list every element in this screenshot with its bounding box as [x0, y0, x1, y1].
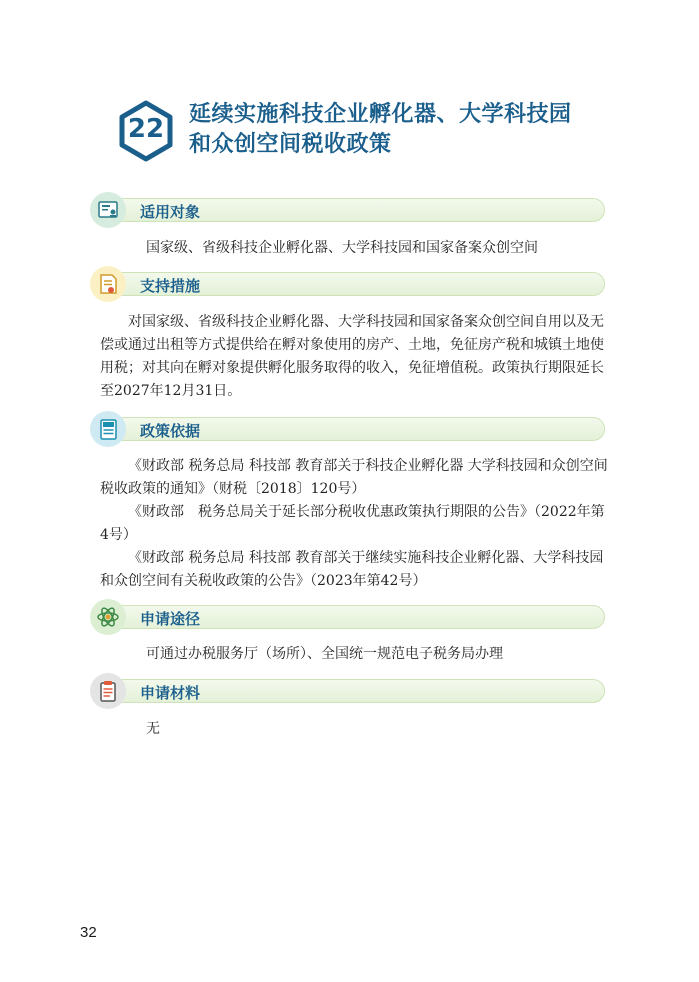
- title-line-2: 和众创空间税收政策: [189, 132, 392, 157]
- page-number: 32: [80, 924, 97, 941]
- section-title-measures: 支持措施: [140, 277, 201, 295]
- section-text-applicable: 国家级、省级科技企业孵化器、大学科技园和国家备案众创空间: [146, 240, 538, 256]
- basis-paragraph-2: 《财政部 税务总局关于延长部分税收优惠政策执行期限的公告》（2022年第4号）: [100, 504, 605, 543]
- page-title: [189, 100, 669, 160]
- section-title-basis: 政策依据: [140, 422, 201, 440]
- id-card-icon: [90, 192, 126, 228]
- section-text-basis: [100, 455, 610, 593]
- section-title-materials: 申请材料: [140, 684, 201, 702]
- page-header: [115, 100, 675, 180]
- section-text-channel: 可通过办税服务厅（场所）、全国统一规范电子税务局办理: [146, 646, 503, 662]
- section-text-measures: 对国家级、省级科技企业孵化器、大学科技园和国家备案众创空间自用以及无偿或通过出租等方式提供给在孵对象使用的房产、土地，免征房产税和城镇土地使用税；对其向在孵对象提供孵化服务取得的收入，免征增值税。政策执行期限延长至2027年12月31日。: [100, 314, 604, 399]
- document-icon: [90, 411, 126, 447]
- hexagon-number-badge: [115, 100, 177, 162]
- policy-number: 22: [127, 114, 165, 144]
- clipboard-icon: [90, 673, 126, 709]
- title-line-1: 延续实施科技企业孵化器、大学科技园: [189, 102, 572, 127]
- section-title-applicable: 适用对象: [140, 203, 201, 221]
- basis-paragraph-3: 《财政部 税务总局 科技部 教育部关于继续实施科技企业孵化器、大学科技园和众创空间有关税收政策的公告》（2023年第42号）: [100, 550, 604, 589]
- section-title-channel: 申请途径: [140, 610, 201, 628]
- certificate-icon: [90, 266, 126, 302]
- atom-icon: [90, 599, 126, 635]
- basis-paragraph-1: 《财政部 税务总局 科技部 教育部关于科技企业孵化器 大学科技园和众创空间税收政策的通知》（财税〔2018〕120号）: [100, 458, 608, 497]
- section-text-materials: 无: [146, 721, 160, 737]
